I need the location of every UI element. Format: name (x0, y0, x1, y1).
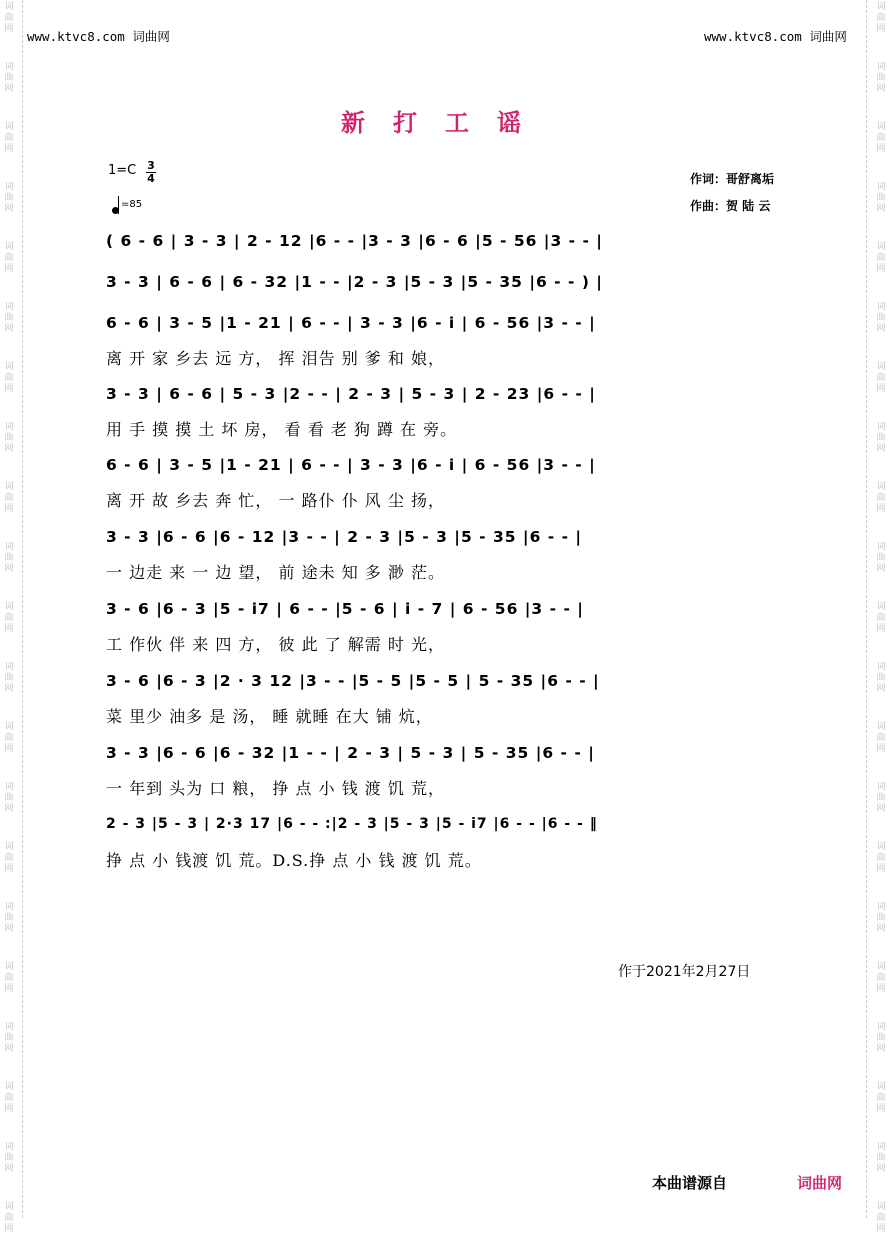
notation-line (106, 600, 786, 628)
notation-text: 3 - 3 |6 - 6 |6 - 12 |3 - - | 2 - 3 |5 - 3 |5 - 35 |6 - - | (106, 528, 583, 546)
watermark-text: 词 曲 网 (4, 602, 14, 634)
watermark-text: 词 曲 网 (4, 242, 14, 274)
watermark-text: 词 曲 网 (4, 2, 14, 34)
lyric-line: 一 年到 头为 口 粮， 挣 点 小 钱 渡 饥 荒， (106, 779, 445, 798)
right-margin-line (866, 0, 867, 1218)
time-signature-top: 3 (147, 159, 155, 172)
notation-line (106, 232, 786, 260)
watermark-text: 词 曲 网 (876, 182, 886, 214)
lyric-line: 菜 里少 油多 是 汤， 睡 就睡 在大 铺 炕， (106, 707, 433, 726)
watermark-text: 词 曲 网 (876, 1082, 886, 1114)
watermark-text: 词 曲 网 (876, 1142, 886, 1174)
watermark-text: 词 曲 网 (4, 1142, 14, 1174)
lyricist: 作词：哥舒离垢 (690, 172, 775, 186)
watermark-text: 词 曲 网 (876, 662, 886, 694)
watermark-text: 词 曲 网 (4, 182, 14, 214)
notation-text: 3 - 3 | 6 - 6 | 5 - 3 |2 - - | 2 - 3 | 5 - 3 | 2 - 23 |6 - - | (106, 385, 596, 403)
watermark-text: 词 曲 网 (4, 842, 14, 874)
lyric-line: 用 手 摸 摸 土 坏 房， 看 看 老 狗 蹲 在 旁。 (106, 420, 458, 439)
watermark-text: 词 曲 网 (876, 722, 886, 754)
watermark-text: 词 曲 网 (876, 842, 886, 874)
notation-line (106, 528, 786, 556)
song-title: 新打工谣 (341, 108, 549, 137)
watermark-text: 词 曲 网 (876, 422, 886, 454)
lyric-line: 一 边走 来 一 边 望， 前 途未 知 多 渺 茫。 (106, 563, 445, 582)
header-url-right[interactable]: www.ktvc8.com 词曲网 (704, 29, 847, 44)
notation-text: ( 6 - 6 | 3 - 3 | 2 - 12 |6 - - |3 - 3 |6 - 6 |5 - 56 |3 - - | (106, 232, 603, 250)
watermark-text: 词 曲 网 (4, 62, 14, 94)
left-watermark-strip (2, 0, 16, 1234)
notation-text: 3 - 3 |6 - 6 |6 - 32 |1 - - | 2 - 3 | 5 - 3 | 5 - 35 |6 - - | (106, 744, 595, 762)
time-signature (146, 160, 156, 185)
lyric-line: 挣 点 小 钱渡 饥 荒。D.S.挣 点 小 钱 渡 饥 荒。 (106, 851, 482, 870)
watermark-text: 词 曲 网 (876, 362, 886, 394)
watermark-text: 词 曲 网 (876, 242, 886, 274)
notation-text: 6 - 6 | 3 - 5 |1 - 21 | 6 - - | 3 - 3 |6 - i | 6 - 56 |3 - - | (106, 456, 596, 474)
watermark-text: 词 曲 网 (4, 362, 14, 394)
watermark-text: 词 曲 网 (4, 122, 14, 154)
watermark-text: 词 曲 网 (4, 482, 14, 514)
watermark-text: 词 曲 网 (876, 482, 886, 514)
watermark-text: 词 曲 网 (4, 662, 14, 694)
watermark-text: 词 曲 网 (4, 422, 14, 454)
source-label: 本曲谱源自 (652, 1174, 728, 1192)
watermark-text: 词 曲 网 (876, 1022, 886, 1054)
watermark-text: 词 曲 网 (4, 542, 14, 574)
notation-line (106, 744, 786, 772)
watermark-text: 词 曲 网 (876, 122, 886, 154)
watermark-text: 词 曲 网 (876, 962, 886, 994)
left-margin-line (22, 0, 23, 1218)
notation-text: 2 - 3 |5 - 3 | 2·3 17 |6 - - :|2 - 3 |5 - 3 |5 - i7 |6 - - |6 - - ‖ (106, 816, 598, 832)
watermark-text: 词 曲 网 (876, 782, 886, 814)
watermark-text: 词 曲 网 (4, 302, 14, 334)
watermark-text: 词 曲 网 (876, 602, 886, 634)
notation-text: 3 - 3 | 6 - 6 | 6 - 32 |1 - - |2 - 3 |5 - 3 |5 - 35 |6 - - ) | (106, 273, 603, 291)
watermark-text: 词 曲 网 (876, 62, 886, 94)
watermark-text: 词 曲 网 (4, 782, 14, 814)
notation-line (106, 456, 786, 484)
watermark-text: 词 曲 网 (4, 722, 14, 754)
watermark-text: 词 曲 网 (876, 302, 886, 334)
watermark-text: 词 曲 网 (876, 542, 886, 574)
watermark-text: 词 曲 网 (4, 902, 14, 934)
source-site[interactable]: 词曲网 (797, 1174, 843, 1192)
lyric-line: 工 作伙 伴 来 四 方， 彼 此 了 解需 时 光， (106, 635, 445, 654)
right-watermark-strip (874, 0, 888, 1234)
composition-date: 作于2021年2月27日 (618, 964, 751, 980)
notation-text: 6 - 6 | 3 - 5 |1 - 21 | 6 - - | 3 - 3 |6 - i | 6 - 56 |3 - - | (106, 314, 596, 332)
quarter-note-icon (112, 207, 119, 214)
notation-text: 3 - 6 |6 - 3 |5 - i7 | 6 - - |5 - 6 | i - 7 | 6 - 56 |3 - - | (106, 600, 584, 618)
lyric-line: 离 开 家 乡去 远 方， 挥 泪告 别 爹 和 娘， (106, 349, 445, 368)
watermark-text: 词 曲 网 (4, 962, 14, 994)
watermark-text: 词 曲 网 (4, 1202, 14, 1234)
watermark-text: 词 曲 网 (876, 2, 886, 34)
notation-text: 3 - 6 |6 - 3 |2 · 3 12 |3 - - |5 - 5 |5 - 5 | 5 - 35 |6 - - | (106, 672, 600, 690)
time-signature-bottom: 4 (147, 172, 155, 185)
watermark-text: 词 曲 网 (876, 902, 886, 934)
notation-line (106, 385, 786, 413)
watermark-text: 词 曲 网 (4, 1082, 14, 1114)
lyric-line: 离 开 故 乡去 奔 忙， 一 路仆 仆 风 尘 扬， (106, 491, 445, 510)
watermark-text: 词 曲 网 (876, 1202, 886, 1234)
composer: 作曲：贺 陆 云 (690, 199, 771, 213)
tempo: =85 (121, 199, 143, 210)
notation-line (106, 816, 786, 844)
notation-line (106, 314, 786, 342)
notation-line (106, 672, 786, 700)
notation-line (106, 273, 786, 301)
header-url-left[interactable]: www.ktvc8.com 词曲网 (27, 29, 170, 44)
key-signature: 1=C (108, 163, 137, 178)
watermark-text: 词 曲 网 (4, 1022, 14, 1054)
